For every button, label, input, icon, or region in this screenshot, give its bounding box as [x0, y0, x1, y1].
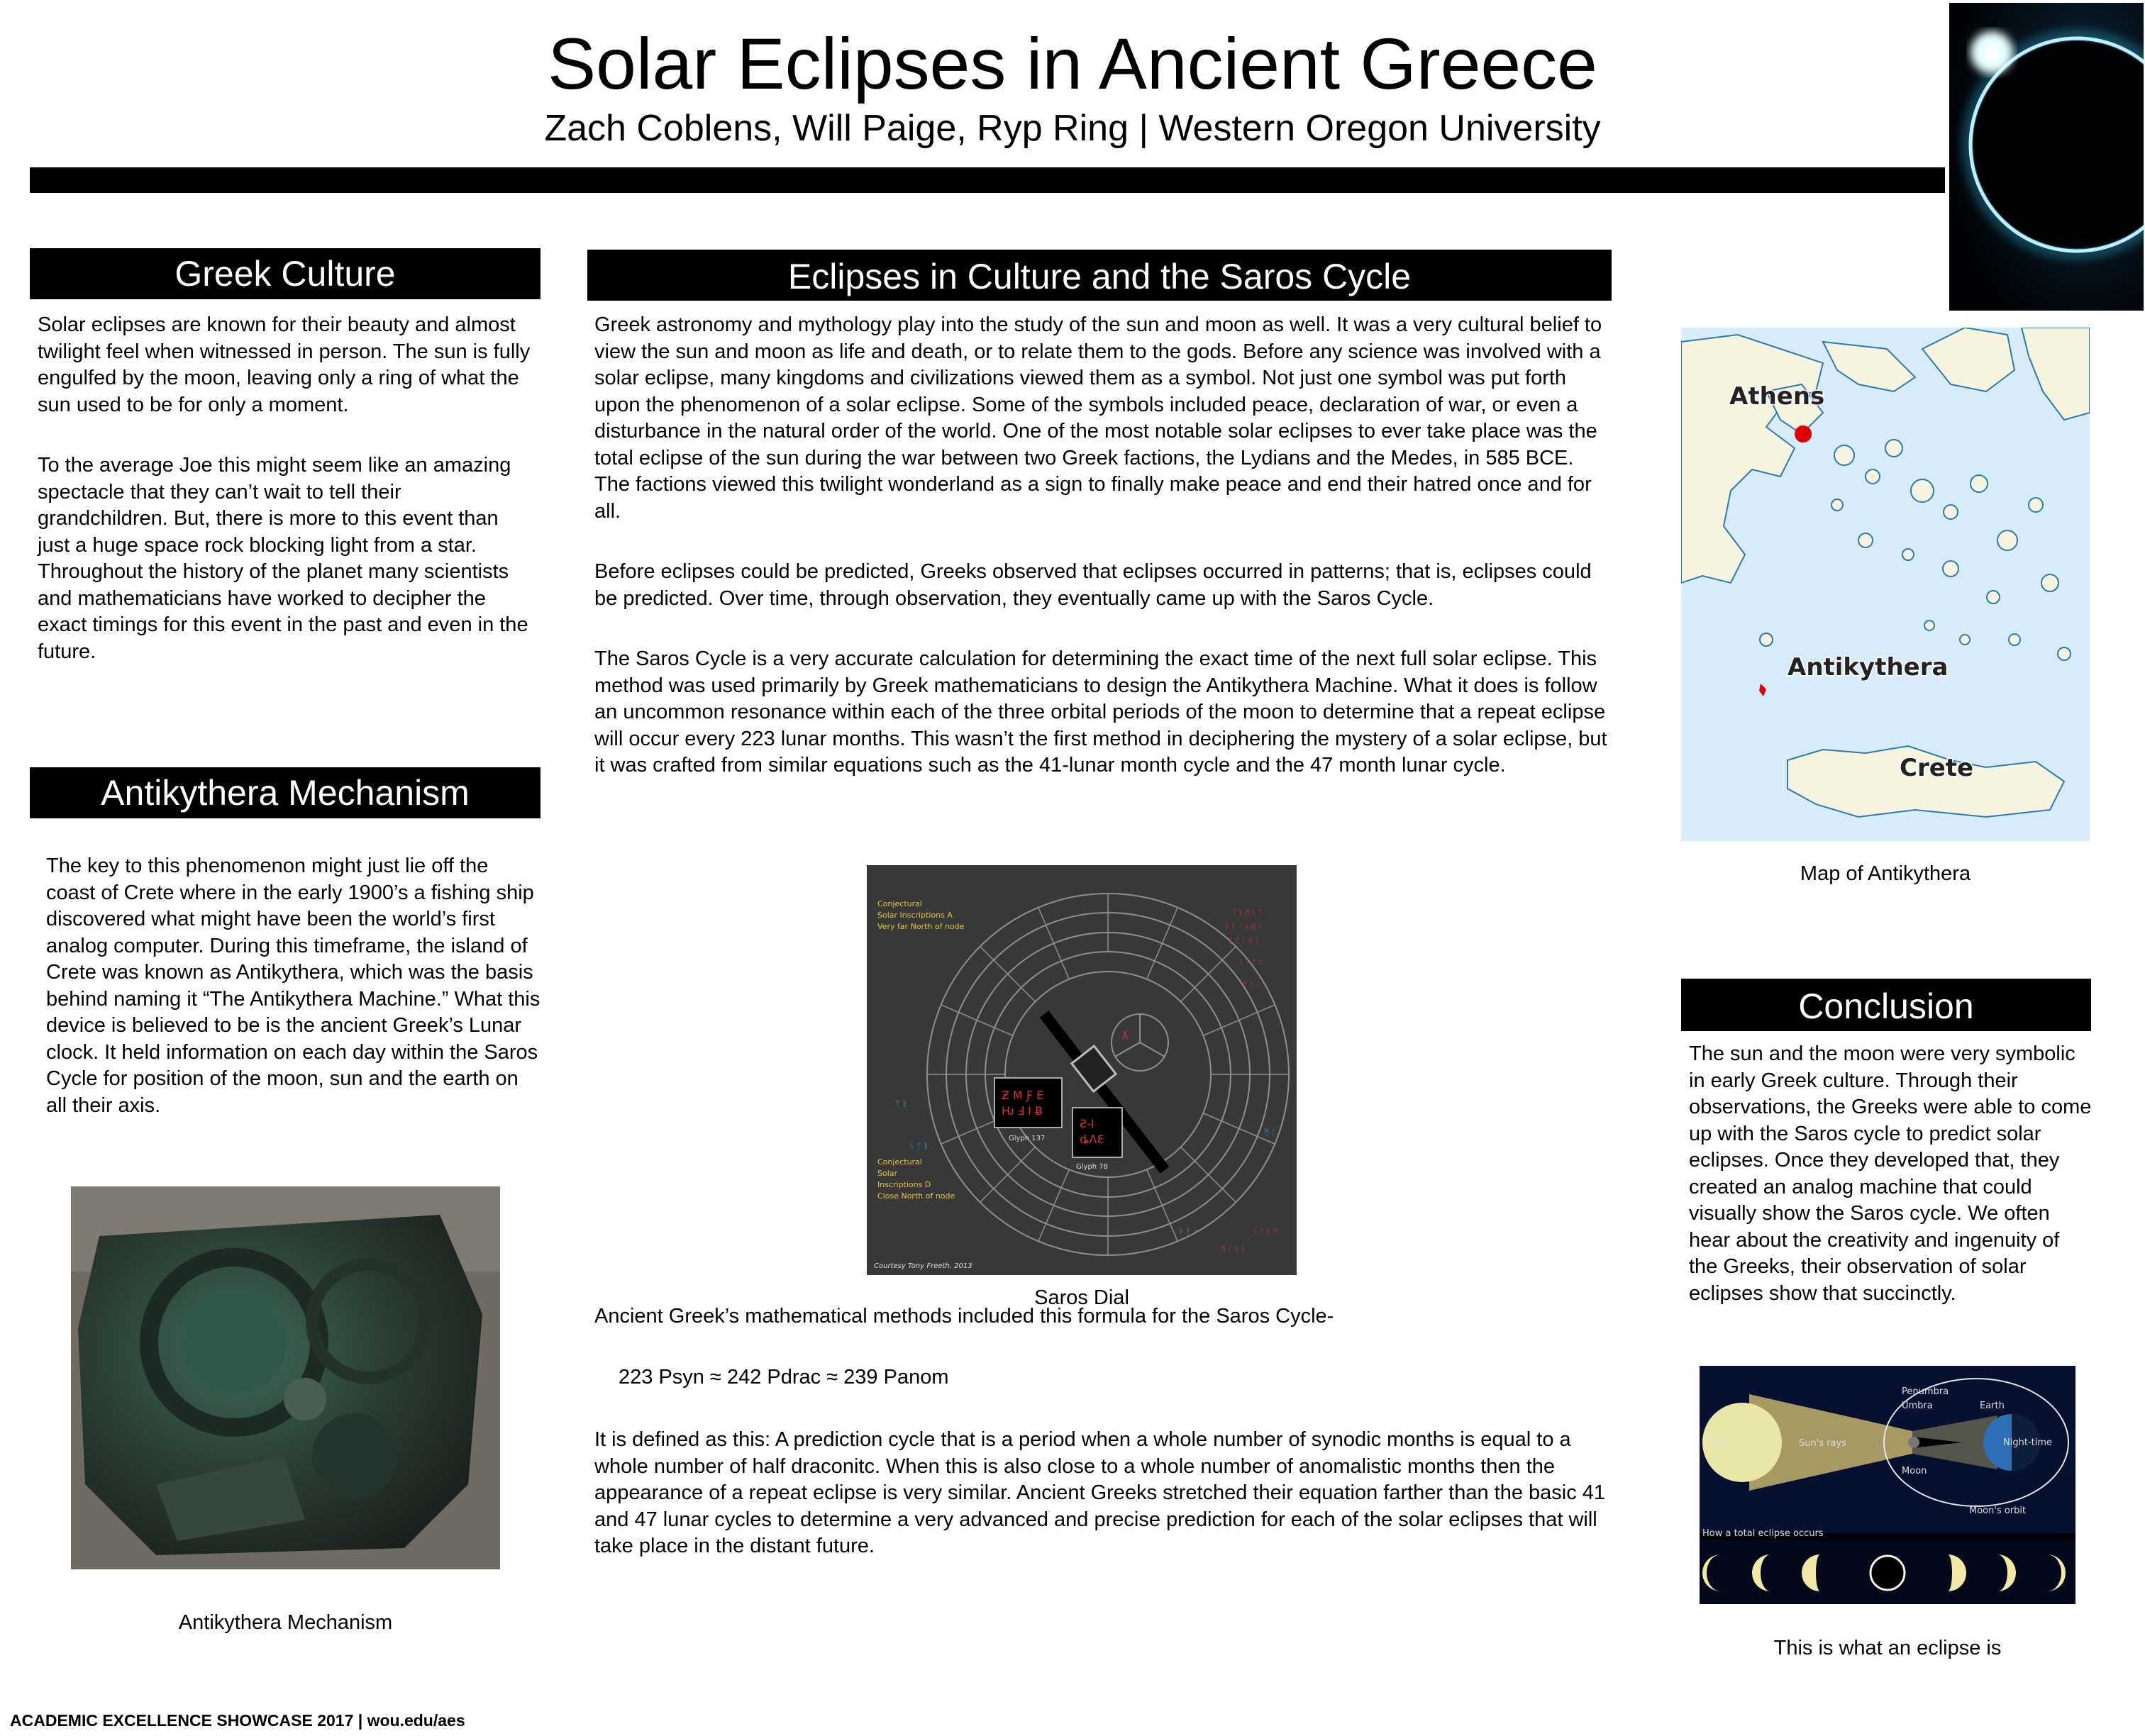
- dial-text-bottom-1: Conjectural: [877, 1157, 922, 1167]
- header-rule: [30, 167, 1945, 193]
- saros-heading: Eclipses in Culture and the Saros Cycle: [587, 250, 1612, 301]
- antikythera-heading: Antikythera Mechanism: [30, 767, 541, 818]
- diagram-label-orbit: Moon's orbit: [1969, 1506, 2027, 1516]
- antikythera-caption: Antikythera Mechanism: [178, 1611, 393, 1634]
- eclipse-diagram-caption: This is what an eclipse is: [1773, 1637, 2002, 1659]
- diagram-label-umbra: Umbra: [1902, 1401, 1933, 1411]
- saros-paragraph-1: Greek astronomy and mythology play into the study of the sun and moon as well. It was a very cultural belief to view the sun and moon as life and death, or to relate them to the gods. Before any science was involved with a solar eclipse, many kingdoms and civilizations viewed them as a symbol. Not just one symbol was put forth upon the phenomenon of a solar eclipse. Some of the symbols included peace, declaration of war, or even a disturbance in the natural order of the world. One of the most notable solar eclipses to ever take place was the total eclipse of the sun during the war between two Greek factions, the Lydians and the Medes, in 585 BCE. The factions viewed this twilight wonderland as a sign to finally make peace and end their hatred once and for all.: [594, 313, 1602, 523]
- dial-text-bottom-2: Solar: [877, 1169, 898, 1178]
- svg-text:ᛊ ᛏ ᛒ: ᛊ ᛏ ᛒ: [909, 1142, 929, 1151]
- svg-text:ᚺ ᚾ ᛁ: ᚺ ᚾ ᛁ: [1243, 980, 1260, 988]
- svg-text:ȡꓥƐ: ȡꓥƐ: [1080, 1133, 1104, 1146]
- eclipse-corner-image: [1949, 3, 2144, 311]
- svg-text:Ƨ-I: Ƨ-I: [1080, 1117, 1094, 1130]
- map-caption: Map of Antikythera: [1800, 862, 1971, 885]
- dial-glyph-label-2: Glyph 78: [1076, 1163, 1109, 1171]
- dial-text-top-3: Very far North of node: [877, 922, 965, 931]
- greek-culture-paragraph-1: Solar eclipses are known for their beauty and almost twilight feel when witnessed in person. The sun is fully engulfed by the moon, leaving only a ring of what the sun used to be for only a moment.: [38, 313, 531, 416]
- diagram-label-penumbra: Penumbra: [1902, 1386, 1949, 1397]
- diagram-label-moon: Moon: [1902, 1466, 1927, 1476]
- conclusion-heading: Conclusion: [1681, 979, 2091, 1031]
- svg-text:Ƶ M Ƒ E: Ƶ M Ƒ E: [1002, 1089, 1044, 1102]
- svg-text:Ƕ Ⅎ I Ƀ: Ƕ Ⅎ I Ƀ: [1002, 1104, 1043, 1118]
- saros-text: [594, 312, 1610, 779]
- svg-text:ᛗ ᛚ ᛝ ᛟ: ᛗ ᛚ ᛝ ᛟ: [1221, 1246, 1246, 1254]
- greek-culture-heading: Greek Culture: [30, 248, 541, 299]
- diagram-label-rays: Sun's rays: [1799, 1438, 1846, 1449]
- diagram-label-earth: Earth: [1980, 1401, 2005, 1411]
- antikythera-mechanism-photo: [71, 1186, 500, 1569]
- svg-text:ᛗ ᛚ: ᛗ ᛚ: [1264, 1128, 1276, 1137]
- poster-authors: Zach Coblens, Will Paige, Ryp Ring | Western Oregon University: [544, 108, 1601, 149]
- svg-text:ᚦ ᚨ ᚲ ᛟ ᛞ ᛃ: ᚦ ᚨ ᚲ ᛟ ᛞ ᛃ: [1225, 923, 1262, 931]
- conclusion-text: The sun and the moon were very symbolic in early Greek culture. Through their observations, the Greeks were able to come up with the Saros cycle to predict solar eclipses. Once they developed that, they created an analog machine that could visually show the Saros cycle. We often hear about the creativity and ingenuity of the Greeks, their observation of solar eclipses show that succinctly.: [1689, 1042, 2092, 1305]
- dial-credit: Courtesy Tony Freeth, 2013: [874, 1262, 972, 1270]
- saros-paragraph-4: It is defined as this: A prediction cycle that is a period when a whole number of synodic months is equal to a whole number of half draconitc. When this is also close to a whole number of anomalistic months then the appearance of a repeat eclipse is very similar. Ancient Greeks stretched their equation farther than the basic 41 and 47 lunar cycles to determine a very advanced and precise prediction for each of the solar eclipses that will take place in the distant future.: [594, 1428, 1606, 1557]
- greek-culture-text: [38, 312, 534, 665]
- antikythera-map: [1681, 328, 2090, 841]
- svg-text:ᛊ ᛏ ᛒ ᛖ: ᛊ ᛏ ᛒ ᛖ: [1253, 1228, 1277, 1236]
- svg-text:ƛ: ƛ: [1122, 1030, 1129, 1042]
- greek-culture-paragraph-2: To the average Joe this might seem like an amazing spectacle that they can’t wait to tell their grandchildren. But, there is more to this event than just a huge space rock blocking light from a star. Throughout the history of the planet many scientists and mathematicians have worked to decipher the exact timings for this event in the past and even in the future.: [38, 454, 528, 663]
- map-label-athens: Athens: [1729, 382, 1825, 411]
- diagram-label-night: Night-time: [2003, 1437, 2052, 1448]
- saros-paragraph-2: Before eclipses could be predicted, Greeks observed that eclipses occurred in patterns; that is, eclipses could be predicted. Over time, through observation, they eventually came up with the Saros Cycle.: [594, 560, 1592, 610]
- map-label-crete: Crete: [1900, 754, 1974, 782]
- dial-text-bottom-4: Close North of node: [877, 1191, 955, 1201]
- dial-glyph-label-1: Glyph 137: [1009, 1135, 1046, 1142]
- footer-showcase: ACADEMIC EXCELLENCE SHOWCASE 2017 | wou.edu/aes: [10, 1711, 465, 1730]
- dial-text-bottom-3: Inscriptions D: [877, 1180, 931, 1189]
- svg-text:ᛁ ᛉ ᚠ ᚢ: ᛁ ᛉ ᚠ ᚢ: [1239, 959, 1263, 967]
- eclipse-diagram: [1700, 1366, 2075, 1604]
- svg-text:ᛉ ᚱ ᛗ ᛊ ᛏ: ᛉ ᚱ ᛗ ᛊ ᛏ: [1232, 909, 1263, 917]
- svg-text:ᛉ ᚱ: ᛉ ᚱ: [895, 1099, 907, 1108]
- svg-text:ᛒ ᛖ ᛚ ᛝ ᛇ: ᛒ ᛖ ᛚ ᛝ ᛇ: [1229, 937, 1259, 945]
- saros-dial-caption: Saros Dial: [1034, 1286, 1129, 1309]
- antikythera-text: The key to this phenomenon might just lie off the coast of Crete where in the early 1900’s a fishing ship discovered what might have been the world’s first analog computer. During this timeframe, the island of Crete was known as Antikythera, which was the basis behind naming it “The Antikythera Machine.” What this device is believed to be is the ancient Greek’s Lunar clock. It held information on each day within the Saros Cycle for position of the moon, sun and the earth on all their axis.: [46, 855, 541, 1117]
- saros-formula: 223 Psyn ≈ 242 Pdrac ≈ 239 Panom: [619, 1366, 949, 1389]
- formula-intro: Ancient Greek’s mathematical methods included this formula for the Saros Cycle-: [594, 1305, 1334, 1328]
- dial-text-top-1: Conjectural: [877, 899, 922, 908]
- map-label-antikythera: Antikythera: [1788, 653, 1949, 681]
- poster-title: Solar Eclipses in Ancient Greece: [548, 23, 1597, 104]
- diagram-label-sun: Sun: [1714, 1438, 1731, 1449]
- saros-paragraph-3: The Saros Cycle is a very accurate calculation for determining the exact time of the next full solar eclipse. This method was used primarily by Greek mathematicians to design the Antikythera Machine. What it does is follow an uncommon resonance within each of the three orbital periods of the moon to determine that a repeat eclipse will occur every 223 lunar months. This wasn’t the first method in deciphering the mystery of a solar eclipse, but it was crafted from similar equations such as the 41-lunar month cycle and the 47 month lunar cycle.: [594, 647, 1607, 777]
- diagram-label-how: How a total eclipse occurs: [1702, 1528, 1824, 1539]
- dial-text-top-2: Solar Inscriptions A: [877, 911, 953, 920]
- svg-text:ᚦ ᚨ ᚲ: ᚦ ᚨ ᚲ: [1179, 1227, 1198, 1236]
- saros-dial-image: [867, 865, 1297, 1275]
